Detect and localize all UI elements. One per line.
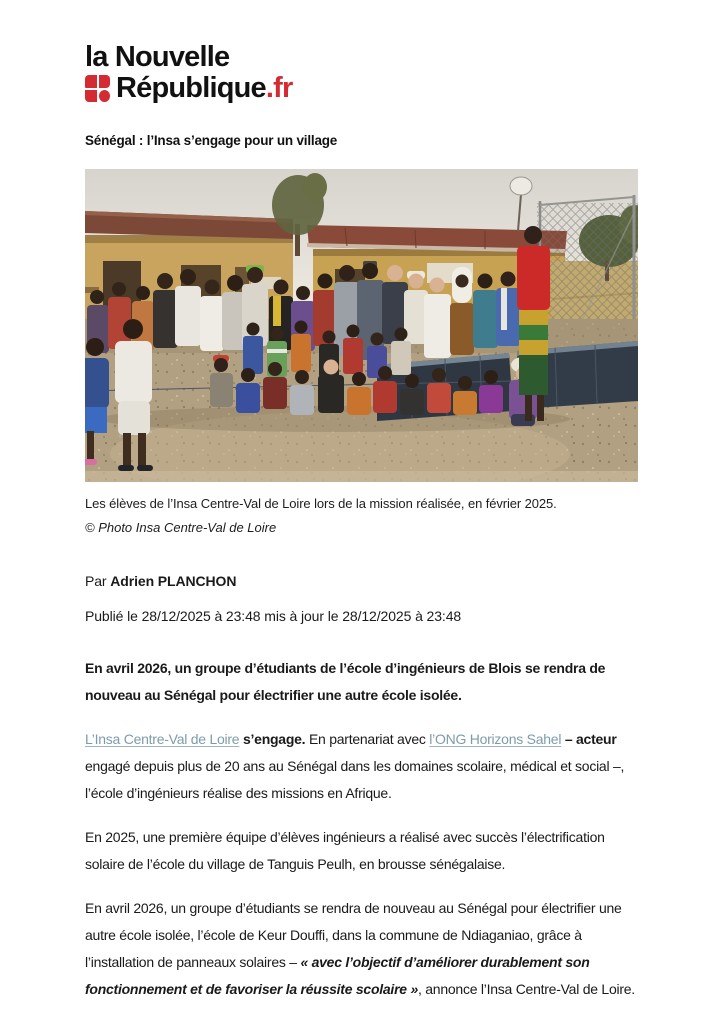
article-photo (85, 169, 638, 482)
photo-caption: Les élèves de l’Insa Centre-Val de Loire lors de la mission réalisée, en février 2025. (85, 496, 557, 511)
byline (85, 573, 638, 589)
logo-text-line1: la Nouvelle (85, 41, 230, 73)
site-logo[interactable] (85, 42, 638, 104)
paragraph-3 (85, 895, 638, 1003)
article-headline: Sénégal : l’Insa s’engage pour un village (85, 133, 338, 148)
author-name: Adrien PLANCHON (110, 573, 237, 589)
girl-red-shirt (517, 226, 550, 421)
paragraph-1 (85, 726, 638, 807)
article-intro: En avril 2026, un groupe d’étudiants de l’école d’ingénieurs de Blois se rendra de nouveau au Sénégal pour électrifier une autre école isolée. (85, 660, 606, 703)
byline-prefix: Par (85, 573, 111, 589)
link-ong-horizons-sahel[interactable]: l’ONG Horizons Sahel (429, 731, 562, 747)
p1-bold-sengage: s’engage. (239, 731, 306, 747)
photo-credit: © Photo Insa Centre-Val de Loire (85, 520, 277, 535)
article-body (85, 655, 638, 1003)
p1-text-2: engagé depuis plus de 20 ans au Sénégal dans les domaines scolaire, médical et social –, l’école d’ingénieurs réalise des missions en Afrique. (85, 758, 625, 801)
nr-monogram-icon (85, 75, 110, 102)
p1-text-1: En partenariat avec (305, 731, 430, 747)
p3-text-1: En avril 2026, un groupe d’étudiants se rendra de nouveau au Sénégal pour électrifier une autre école isolée, l’école de Keur Douffi, dans la commune de Ndiaganiao, grâce à l’installation de panneaux solaires – (85, 900, 622, 970)
logo-suffix-fr: .fr (265, 72, 293, 104)
article-figure (85, 169, 638, 535)
photo-illustration (85, 169, 638, 482)
paragraph-2: En 2025, une première équipe d’élèves ingénieurs a réalisé avec succès l’électrification solaire de l’école du village de Tanguis Peulh, en brousse sénégalaise. (85, 829, 605, 872)
link-insa-centre-val-de-loire[interactable]: L’Insa Centre-Val de Loire (85, 731, 240, 747)
logo-text-line2: République (116, 72, 266, 104)
p3-text-2: , annonce l’Insa Centre-Val de Loire. (417, 981, 635, 997)
p3-quote: « avec l’objectif d’améliorer durablement son fonctionnement et de favoriser la réussite scolaire » (85, 954, 590, 997)
publish-date: Publié le 28/12/2025 à 23:48 mis à jour le 28/12/2025 à 23:48 (85, 608, 462, 624)
p1-bold-acteur: – acteur (561, 731, 617, 747)
